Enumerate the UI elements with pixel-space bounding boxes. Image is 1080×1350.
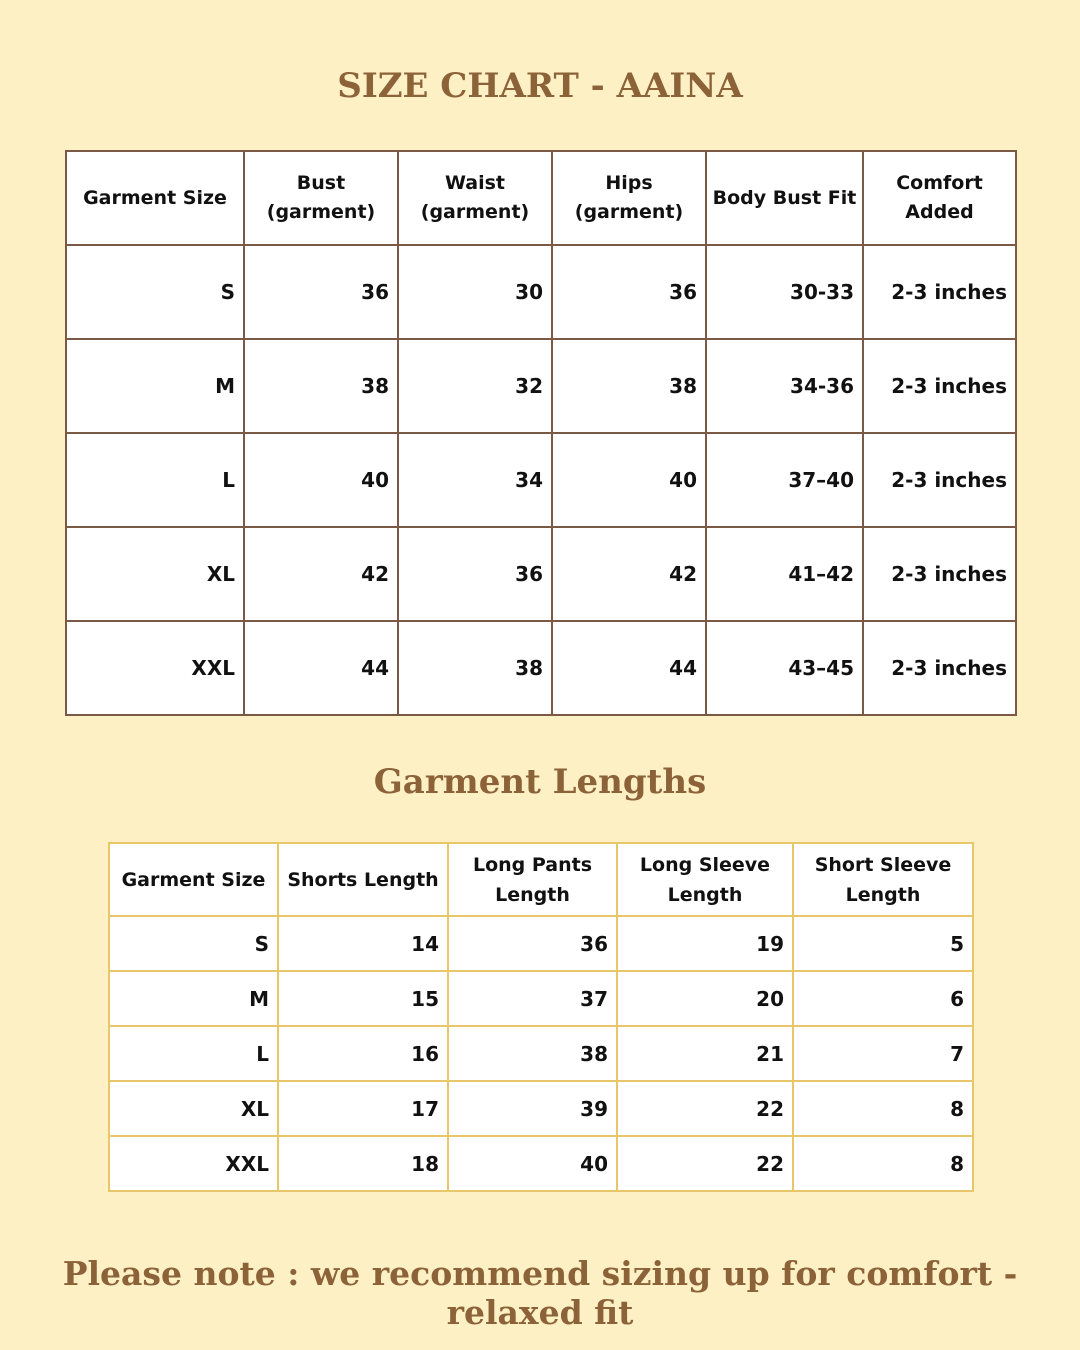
table-cell: 14 (278, 916, 448, 971)
table-row (66, 245, 1016, 339)
garment-lengths-table (108, 842, 974, 1192)
table-cell: 38 (398, 621, 552, 715)
table-cell: XXL (109, 1136, 278, 1191)
table-cell: 21 (617, 1026, 793, 1081)
table-cell: 38 (552, 339, 706, 433)
table-cell: 7 (793, 1026, 973, 1081)
table-cell: 32 (398, 339, 552, 433)
table-cell: 22 (617, 1136, 793, 1191)
table-cell: 2-3 inches (863, 527, 1016, 621)
table-cell: 34-36 (706, 339, 863, 433)
header-cell: Body Bust Fit (706, 151, 863, 245)
table-cell: 44 (552, 621, 706, 715)
header-cell: Long Sleeve Length (617, 843, 793, 916)
header-cell: Garment Size (66, 151, 244, 245)
table-cell: 42 (244, 527, 398, 621)
table-cell: 20 (617, 971, 793, 1026)
table-cell: 38 (244, 339, 398, 433)
table-cell: L (109, 1026, 278, 1081)
table-cell: 15 (278, 971, 448, 1026)
table-cell: 19 (617, 916, 793, 971)
table-cell: 40 (244, 433, 398, 527)
table-cell: 34 (398, 433, 552, 527)
table-row (66, 621, 1016, 715)
table-cell: 17 (278, 1081, 448, 1136)
table-row (66, 433, 1016, 527)
table-cell: 18 (278, 1136, 448, 1191)
table-cell: 40 (552, 433, 706, 527)
page-title: SIZE CHART - AAINA (337, 66, 743, 106)
table-cell: 30 (398, 245, 552, 339)
table-cell: 41–42 (706, 527, 863, 621)
table-cell: 43–45 (706, 621, 863, 715)
header-cell: Hips (garment) (552, 151, 706, 245)
table-cell: 22 (617, 1081, 793, 1136)
table-cell: XL (109, 1081, 278, 1136)
table-cell: M (109, 971, 278, 1026)
table-cell: 44 (244, 621, 398, 715)
table-row (109, 916, 973, 971)
table-row (109, 1136, 973, 1191)
table-cell: 2-3 inches (863, 433, 1016, 527)
sizing-note: Please note : we recommend sizing up for comfort - relaxed fit (62, 1254, 1018, 1332)
table-row (66, 527, 1016, 621)
table-cell: 37 (448, 971, 617, 1026)
table-row (109, 971, 973, 1026)
table-cell: 36 (398, 527, 552, 621)
table-cell: 5 (793, 916, 973, 971)
table-cell: 40 (448, 1136, 617, 1191)
table-cell: 2-3 inches (863, 621, 1016, 715)
table-cell: 38 (448, 1026, 617, 1081)
table-cell: M (66, 339, 244, 433)
table-cell: 37–40 (706, 433, 863, 527)
table-cell: 8 (793, 1081, 973, 1136)
table-cell: L (66, 433, 244, 527)
table-cell: S (109, 916, 278, 971)
table-cell: 2-3 inches (863, 339, 1016, 433)
table-cell: XL (66, 527, 244, 621)
table-cell: 2-3 inches (863, 245, 1016, 339)
header-cell: Comfort Added (863, 151, 1016, 245)
header-cell: Long Pants Length (448, 843, 617, 916)
table-cell: 36 (244, 245, 398, 339)
table-cell: 42 (552, 527, 706, 621)
header-cell: Shorts Length (278, 843, 448, 916)
table-header-row (109, 843, 973, 916)
header-cell: Short Sleeve Length (793, 843, 973, 916)
table-cell: 16 (278, 1026, 448, 1081)
section-title-garment-lengths: Garment Lengths (373, 762, 707, 802)
table-row (66, 339, 1016, 433)
table-cell: 6 (793, 971, 973, 1026)
table-cell: 39 (448, 1081, 617, 1136)
table-cell: 8 (793, 1136, 973, 1191)
size-chart-table (65, 150, 1017, 716)
table-row (109, 1026, 973, 1081)
table-header-row (66, 151, 1016, 245)
table-cell: 36 (552, 245, 706, 339)
table-cell: S (66, 245, 244, 339)
header-cell: Waist (garment) (398, 151, 552, 245)
table-cell: 36 (448, 916, 617, 971)
table-cell: 30-33 (706, 245, 863, 339)
header-cell: Garment Size (109, 843, 278, 916)
table-cell: XXL (66, 621, 244, 715)
header-cell: Bust (garment) (244, 151, 398, 245)
table-row (109, 1081, 973, 1136)
